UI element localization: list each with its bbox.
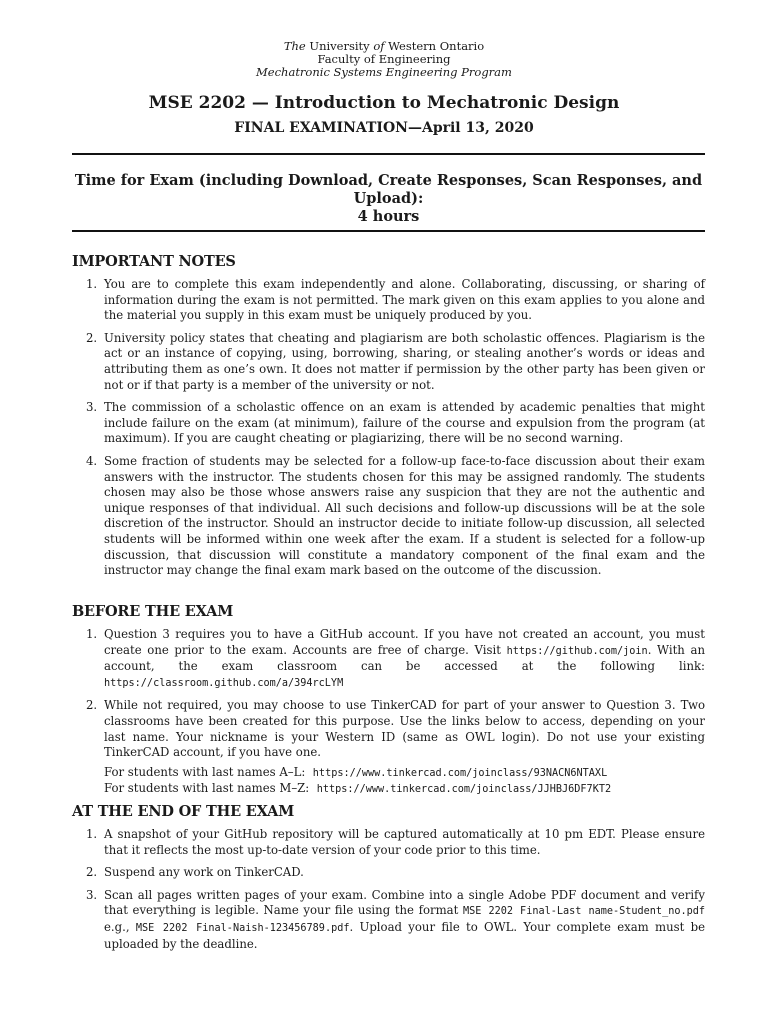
before-item-github: 1. Question 3 requires you to have a GitHub account. If you have not created an account, you must create one prior to the exam. Accounts are free of charge. Visit https://github.com/join. With an account, the exam classroom can be accessed at the following link: https://classroom.github.com/a/394rcLYM: [86, 627, 705, 689]
institution-header: [0, 40, 768, 79]
file-example-code: MSE 2202 Final-Naish-123456789.pdf: [135, 922, 350, 934]
note-item: 3. The commission of a scholastic offence on an exam is attended by academic penalties that might include failure on the exam (at minimum), failure of the course and expulsion from the program (at maximum). If you are caught cheating or plagiarizing, there will be no second warning.: [86, 400, 705, 446]
before-exam-section: [72, 603, 705, 805]
tinkercad-link-al[interactable]: https://www.tinkercad.com/joinclass/93NACN6NTAXL: [312, 767, 608, 779]
note-item: 4. Some fraction of students may be selected for a follow-up face-to-face discussion about their exam answers with the instructor. The students chosen for this may be assigned randomly. The students chosen may also be those whose answers raise any suspicion that they are not the authentic and unique responses of that individual. All such decisions and follow-up discussions will be at the sole discretion of the instructor. Should an instructor decide to initiate follow-up discussion, all selected students will be informed within one week after the exam. If a student is selected for a follow-up discussion, that discussion will constitute a mandatory component of the final exam and the instructor may change the final exam mark based on the outcome of the discussion.: [86, 453, 705, 578]
exam-subtitle: FINAL EXAMINATION—April 13, 2020: [234, 120, 534, 136]
bottom-rule: [72, 230, 705, 232]
program-line: Mechatronic Systems Engineering Program: [256, 65, 512, 79]
important-notes-section: [72, 253, 705, 586]
university-name-rest: Western Ontario: [388, 39, 485, 53]
exam-time-label: Time for Exam (including Download, Create Responses, Scan Responses, and Upload):: [74, 172, 703, 207]
file-format-code: MSE 2202 Final-Last name-Student_no.pdf: [462, 906, 705, 918]
university-name-word: University: [309, 39, 370, 53]
end-exam-heading: AT THE END OF THE EXAM: [72, 803, 295, 820]
end-exam-section: [72, 803, 705, 959]
tinkercad-link-mz-line: For students with last names M–Z: https://www.tinkercad.com/joinclass/JJHBJ6DF7KT2: [104, 781, 612, 796]
before-exam-heading: BEFORE THE EXAM: [72, 603, 234, 620]
tinkercad-link-al-line: For students with last names A–L: https://www.tinkercad.com/joinclass/93NACN6NTAXL: [104, 764, 608, 779]
end-item-upload: 3. Scan all pages written pages of your exam. Combine into a single Adobe PDF document and verify that everything is legible. Name your file using the format MSE 2202 Final-Last name-Student_no.pdf e.g., MSE 2202 Final-Naish-123456789.pdf. Upload your file to OWL. Your complete exam must be uploaded by the deadline.: [86, 887, 705, 951]
github-join-link[interactable]: https://github.com/join: [506, 645, 648, 657]
faculty-line: Faculty of Engineering: [317, 52, 451, 66]
tinkercad-link-mz[interactable]: https://www.tinkercad.com/joinclass/JJHBJ6DF7KT2: [316, 784, 612, 796]
exam-time-box: [72, 172, 705, 226]
important-notes-list: [72, 277, 705, 579]
university-of: of: [373, 39, 385, 53]
end-exam-list: [72, 827, 705, 952]
github-classroom-link[interactable]: https://classroom.github.com/a/394rcLYM: [104, 677, 344, 689]
exam-time-value: 4 hours: [357, 208, 420, 225]
before-item-tinkercad: 2. While not required, you may choose to use TinkerCAD for part of your answer to Question 3. Two classrooms have been created for this purpose. Use the links below to access, depending on your last name. Your nickname is your Western ID (same as OWL login). Do not use your existing TinkerCAD account, if you have one. For students with last names A–L: https://www.tinkercad.com/joinclass/93NACN6NTAXL For students with last names M–Z: https://www.tinkercad.com/joinclass/JJHBJ6DF7KT2: [72, 698, 705, 798]
course-title: MSE 2202 — Introduction to Mechatronic Design: [148, 93, 620, 113]
end-item-snapshot: 1. A snapshot of your GitHub repository will be captured automatically at 10 pm EDT. Please ensure that it reflects the most up-to-date version of your code prior to this time.: [86, 827, 705, 857]
top-rule: [72, 153, 705, 155]
before-exam-list: [72, 627, 705, 798]
note-item: 1. You are to complete this exam independently and alone. Collaborating, discussing, or sharing of information during the exam is not permitted. The mark given on this exam applies to you alone and the material you supply in this exam must be uniquely produced by you.: [86, 277, 705, 323]
university-the: The: [283, 39, 306, 53]
end-item-suspend: 2. Suspend any work on TinkerCAD.: [86, 865, 304, 880]
important-notes-heading: IMPORTANT NOTES: [72, 253, 236, 270]
note-item: 2. University policy states that cheating and plagiarism are both scholastic offences. Plagiarism is the act or an instance of copying, using, borrowing, sharing, or stealing another’s words or ideas and attributing them as one’s own. It does not matter if permission by the other party has been given or not or if that party is a member of the university or not.: [86, 330, 705, 392]
